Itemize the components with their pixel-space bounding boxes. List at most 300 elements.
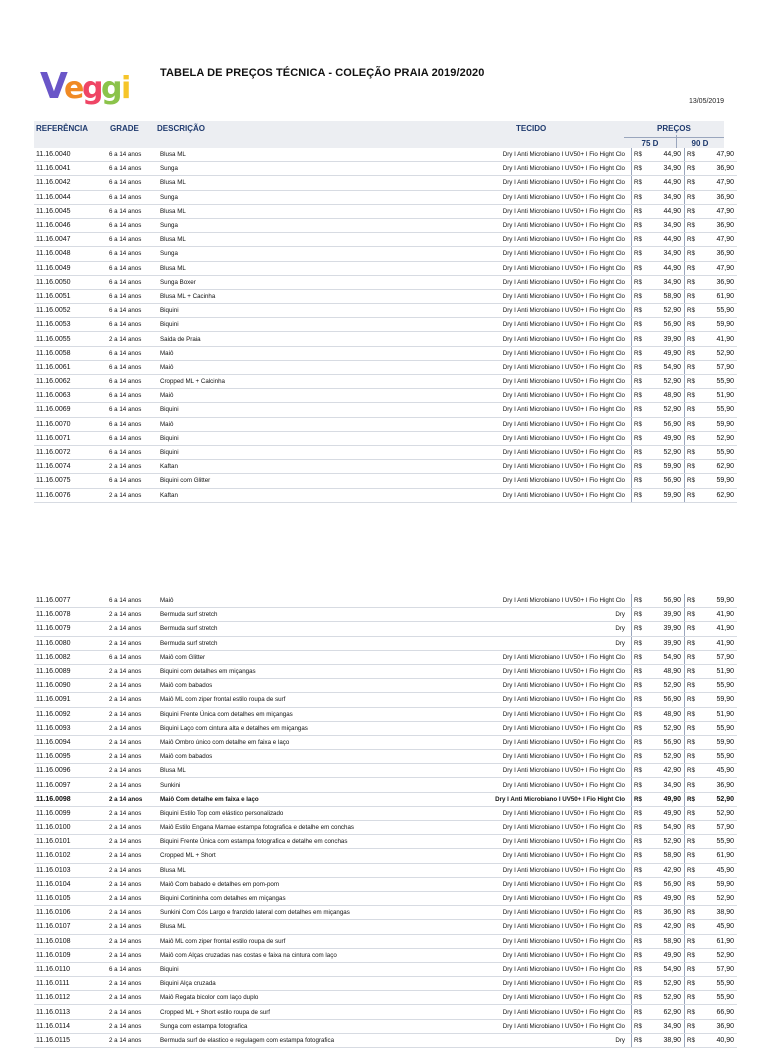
cell-currency-90: R$	[685, 176, 698, 190]
cell-price-90d: 51,90	[697, 389, 737, 403]
cell-referencia: 11.16.0062	[34, 375, 109, 389]
cell-currency-90: R$	[685, 375, 698, 389]
table-row	[34, 977, 737, 991]
table-row	[34, 218, 737, 232]
cell-currency-75: R$	[632, 920, 645, 934]
cell-currency-90: R$	[685, 1019, 698, 1033]
table-row	[34, 962, 737, 976]
cell-price-75d: 54,90	[644, 650, 685, 664]
cell-referencia: 11.16.0102	[34, 849, 109, 863]
cell-grade: 2 a 14 anos	[109, 1005, 160, 1019]
cell-grade: 6 a 14 anos	[109, 261, 160, 275]
cell-descricao: Blusa ML	[160, 176, 445, 190]
cell-tecido: Dry I Anti Microbiano I UV50+ I Fio Hight Clo	[445, 934, 632, 948]
cell-currency-90: R$	[685, 764, 698, 778]
cell-grade: 2 a 14 anos	[109, 991, 160, 1005]
cell-grade: 2 a 14 anos	[109, 835, 160, 849]
table-row	[34, 431, 737, 445]
cell-price-90d: 45,90	[697, 863, 737, 877]
cell-currency-75: R$	[632, 877, 645, 891]
cell-price-75d: 52,90	[644, 721, 685, 735]
cell-currency-75: R$	[632, 693, 645, 707]
cell-grade: 6 a 14 anos	[109, 275, 160, 289]
cell-currency-75: R$	[632, 233, 645, 247]
cell-tecido: Dry I Anti Microbiano I UV50+ I Fio Hight Clo	[445, 233, 632, 247]
cell-grade: 6 a 14 anos	[109, 403, 160, 417]
cell-tecido: Dry I Anti Microbiano I UV50+ I Fio Hight Clo	[445, 906, 632, 920]
cell-descricao: Bermuda surf stretch	[160, 636, 445, 650]
cell-currency-90: R$	[685, 289, 698, 303]
cell-tecido: Dry I Anti Microbiano I UV50+ I Fio Hight Clo	[445, 891, 632, 905]
cell-grade: 6 a 14 anos	[109, 218, 160, 232]
cell-price-90d: 55,90	[697, 977, 737, 991]
cell-currency-90: R$	[685, 389, 698, 403]
cell-price-90d: 55,90	[697, 403, 737, 417]
cell-descricao: Sunga	[160, 218, 445, 232]
cell-currency-90: R$	[685, 721, 698, 735]
cell-tecido: Dry I Anti Microbiano I UV50+ I Fio Hight Clo	[445, 693, 632, 707]
cell-currency-90: R$	[685, 346, 698, 360]
logo-letter-i: i	[121, 71, 132, 106]
cell-tecido: Dry I Anti Microbiano I UV50+ I Fio Hight Clo	[445, 360, 632, 374]
cell-grade: 2 a 14 anos	[109, 934, 160, 948]
cell-price-75d: 56,90	[644, 693, 685, 707]
cell-currency-90: R$	[685, 417, 698, 431]
cell-grade: 2 a 14 anos	[109, 679, 160, 693]
cell-price-90d: 61,90	[697, 289, 737, 303]
cell-referencia: 11.16.0042	[34, 176, 109, 190]
cell-grade: 6 a 14 anos	[109, 247, 160, 261]
cell-currency-90: R$	[685, 332, 698, 346]
cell-currency-90: R$	[685, 806, 698, 820]
cell-grade: 2 a 14 anos	[109, 693, 160, 707]
cell-currency-75: R$	[632, 764, 645, 778]
cell-currency-75: R$	[632, 750, 645, 764]
cell-price-75d: 49,90	[644, 346, 685, 360]
table-row	[34, 275, 737, 289]
cell-currency-75: R$	[632, 608, 645, 622]
cell-tecido: Dry I Anti Microbiano I UV50+ I Fio Hight Clo	[445, 247, 632, 261]
cell-currency-90: R$	[685, 190, 698, 204]
table-row	[34, 289, 737, 303]
table-row	[34, 891, 737, 905]
cell-descricao: Sunkini Com Cós Largo e franzido lateral com detalhes em miçangas	[160, 906, 445, 920]
cell-price-75d: 54,90	[644, 360, 685, 374]
cell-price-90d: 36,90	[697, 162, 737, 176]
cell-currency-75: R$	[632, 148, 645, 162]
cell-tecido: Dry I Anti Microbiano I UV50+ I Fio Hight Clo	[445, 346, 632, 360]
cell-referencia: 11.16.0110	[34, 962, 109, 976]
cell-referencia: 11.16.0041	[34, 162, 109, 176]
cell-currency-90: R$	[685, 488, 698, 502]
cell-price-90d: 57,90	[697, 650, 737, 664]
cell-price-90d: 51,90	[697, 707, 737, 721]
cell-currency-75: R$	[632, 389, 645, 403]
cell-descricao: Kaftan	[160, 488, 445, 502]
cell-currency-90: R$	[685, 778, 698, 792]
cell-descricao: Maiô	[160, 389, 445, 403]
cell-tecido: Dry I Anti Microbiano I UV50+ I Fio Hight Clo	[445, 707, 632, 721]
cell-currency-75: R$	[632, 417, 645, 431]
cell-price-75d: 52,90	[644, 375, 685, 389]
cell-currency-75: R$	[632, 721, 645, 735]
cell-descricao: Sunga	[160, 190, 445, 204]
cell-grade: 2 a 14 anos	[109, 764, 160, 778]
cell-currency-90: R$	[685, 962, 698, 976]
cell-descricao: Sunga com estampa fotografica	[160, 1019, 445, 1033]
table-row	[34, 806, 737, 820]
cell-tecido: Dry I Anti Microbiano I UV50+ I Fio Hight Clo	[445, 650, 632, 664]
cell-descricao: Biquini Frente Única com detalhes em miçangas	[160, 707, 445, 721]
cell-currency-90: R$	[685, 750, 698, 764]
cell-tecido: Dry I Anti Microbiano I UV50+ I Fio Hight Clo	[445, 488, 632, 502]
cell-grade: 2 a 14 anos	[109, 948, 160, 962]
cell-price-75d: 56,90	[644, 594, 685, 608]
cell-grade: 2 a 14 anos	[109, 460, 160, 474]
cell-price-75d: 49,90	[644, 431, 685, 445]
table-row	[34, 792, 737, 806]
cell-currency-75: R$	[632, 594, 645, 608]
table-row	[34, 934, 737, 948]
cell-grade: 6 a 14 anos	[109, 176, 160, 190]
cell-price-75d: 49,90	[644, 891, 685, 905]
cell-referencia: 11.16.0072	[34, 445, 109, 459]
cell-tecido: Dry I Anti Microbiano I UV50+ I Fio Hight Clo	[445, 148, 632, 162]
cell-currency-90: R$	[685, 891, 698, 905]
cell-price-90d: 41,90	[697, 332, 737, 346]
cell-referencia: 11.16.0071	[34, 431, 109, 445]
cell-price-90d: 52,90	[697, 891, 737, 905]
cell-price-75d: 49,90	[644, 792, 685, 806]
cell-tecido: Dry I Anti Microbiano I UV50+ I Fio Hight Clo	[445, 750, 632, 764]
cell-price-75d: 52,90	[644, 835, 685, 849]
cell-price-75d: 59,90	[644, 488, 685, 502]
cell-descricao: Biquini Frente Única com estampa fotografica e detalhe em conchas	[160, 835, 445, 849]
cell-descricao: Biquini	[160, 962, 445, 976]
cell-grade: 6 a 14 anos	[109, 190, 160, 204]
cell-currency-75: R$	[632, 445, 645, 459]
cell-price-75d: 34,90	[644, 275, 685, 289]
cell-price-75d: 59,90	[644, 460, 685, 474]
col-90d: 90 D	[676, 137, 724, 148]
cell-currency-75: R$	[632, 204, 645, 218]
cell-tecido: Dry I Anti Microbiano I UV50+ I Fio Hight Clo	[445, 821, 632, 835]
cell-currency-75: R$	[632, 948, 645, 962]
cell-tecido: Dry I Anti Microbiano I UV50+ I Fio Hight Clo	[445, 977, 632, 991]
cell-price-75d: 56,90	[644, 735, 685, 749]
table-row	[34, 650, 737, 664]
table-row	[34, 445, 737, 459]
cell-referencia: 11.16.0048	[34, 247, 109, 261]
table-row	[34, 991, 737, 1005]
cell-currency-75: R$	[632, 1033, 645, 1047]
cell-currency-75: R$	[632, 403, 645, 417]
cell-grade: 6 a 14 anos	[109, 431, 160, 445]
cell-referencia: 11.16.0103	[34, 863, 109, 877]
cell-referencia: 11.16.0052	[34, 304, 109, 318]
cell-price-75d: 56,90	[644, 877, 685, 891]
cell-referencia: 11.16.0047	[34, 233, 109, 247]
cell-currency-90: R$	[685, 233, 698, 247]
cell-price-75d: 34,90	[644, 778, 685, 792]
cell-currency-75: R$	[632, 650, 645, 664]
cell-descricao: Bermuda surf de elastico e regulagem com estampa fotografica	[160, 1033, 445, 1047]
col-grade: GRADE	[110, 124, 139, 133]
cell-currency-90: R$	[685, 445, 698, 459]
price-table-2	[34, 594, 737, 1048]
cell-price-75d: 58,90	[644, 289, 685, 303]
cell-currency-75: R$	[632, 821, 645, 835]
table-header	[34, 121, 724, 148]
cell-price-90d: 36,90	[697, 247, 737, 261]
cell-price-90d: 59,90	[697, 693, 737, 707]
cell-referencia: 11.16.0050	[34, 275, 109, 289]
cell-tecido: Dry I Anti Microbiano I UV50+ I Fio Hight Clo	[445, 792, 632, 806]
cell-price-75d: 44,90	[644, 148, 685, 162]
cell-price-90d: 36,90	[697, 190, 737, 204]
cell-price-90d: 59,90	[697, 417, 737, 431]
cell-referencia: 11.16.0111	[34, 977, 109, 991]
table-row	[34, 707, 737, 721]
cell-currency-75: R$	[632, 849, 645, 863]
cell-grade: 6 a 14 anos	[109, 162, 160, 176]
cell-currency-75: R$	[632, 218, 645, 232]
col-75d: 75 D	[624, 137, 676, 148]
cell-currency-90: R$	[685, 474, 698, 488]
logo-letter-v: V	[40, 66, 68, 107]
cell-currency-90: R$	[685, 849, 698, 863]
cell-currency-75: R$	[632, 332, 645, 346]
cell-currency-90: R$	[685, 948, 698, 962]
cell-currency-90: R$	[685, 275, 698, 289]
cell-descricao: Kaftan	[160, 460, 445, 474]
cell-referencia: 11.16.0093	[34, 721, 109, 735]
cell-referencia: 11.16.0090	[34, 679, 109, 693]
cell-referencia: 11.16.0051	[34, 289, 109, 303]
cell-price-90d: 55,90	[697, 750, 737, 764]
cell-currency-90: R$	[685, 735, 698, 749]
cell-descricao: Blusa ML	[160, 261, 445, 275]
cell-price-90d: 55,90	[697, 991, 737, 1005]
cell-currency-75: R$	[632, 735, 645, 749]
logo-letter-g1: g	[82, 71, 104, 106]
cell-price-90d: 52,90	[697, 806, 737, 820]
cell-referencia: 11.16.0106	[34, 906, 109, 920]
table-row	[34, 375, 737, 389]
cell-grade: 2 a 14 anos	[109, 821, 160, 835]
cell-currency-90: R$	[685, 148, 698, 162]
cell-price-75d: 52,90	[644, 750, 685, 764]
cell-currency-75: R$	[632, 304, 645, 318]
cell-descricao: Blusa ML	[160, 148, 445, 162]
cell-price-75d: 36,90	[644, 906, 685, 920]
table-row	[34, 148, 737, 162]
cell-currency-90: R$	[685, 1005, 698, 1019]
cell-grade: 2 a 14 anos	[109, 721, 160, 735]
table-row	[34, 636, 737, 650]
cell-grade: 2 a 14 anos	[109, 664, 160, 678]
table-row	[34, 863, 737, 877]
cell-price-90d: 45,90	[697, 764, 737, 778]
cell-tecido: Dry I Anti Microbiano I UV50+ I Fio Hight Clo	[445, 679, 632, 693]
cell-descricao: Blusa ML	[160, 920, 445, 934]
cell-price-90d: 36,90	[697, 778, 737, 792]
cell-tecido: Dry I Anti Microbiano I UV50+ I Fio Hight Clo	[445, 664, 632, 678]
cell-price-75d: 62,90	[644, 1005, 685, 1019]
cell-currency-90: R$	[685, 318, 698, 332]
cell-descricao: Bermuda surf stretch	[160, 608, 445, 622]
cell-tecido: Dry I Anti Microbiano I UV50+ I Fio Hight Clo	[445, 962, 632, 976]
cell-descricao: Blusa ML	[160, 764, 445, 778]
cell-descricao: Maiô Com detalhe em faixa e laço	[160, 792, 445, 806]
cell-tecido: Dry I Anti Microbiano I UV50+ I Fio Hight Clo	[445, 403, 632, 417]
cell-tecido: Dry	[445, 608, 632, 622]
cell-currency-75: R$	[632, 261, 645, 275]
cell-currency-75: R$	[632, 289, 645, 303]
cell-price-90d: 59,90	[697, 594, 737, 608]
cell-tecido: Dry I Anti Microbiano I UV50+ I Fio Hight Clo	[445, 948, 632, 962]
cell-descricao: Blusa ML	[160, 863, 445, 877]
cell-tecido: Dry I Anti Microbiano I UV50+ I Fio Hight Clo	[445, 806, 632, 820]
cell-currency-90: R$	[685, 403, 698, 417]
cell-tecido: Dry I Anti Microbiano I UV50+ I Fio Hight Clo	[445, 735, 632, 749]
cell-referencia: 11.16.0092	[34, 707, 109, 721]
table-row	[34, 849, 737, 863]
cell-grade: 6 a 14 anos	[109, 417, 160, 431]
cell-grade: 6 a 14 anos	[109, 474, 160, 488]
cell-grade: 6 a 14 anos	[109, 389, 160, 403]
cell-referencia: 11.16.0076	[34, 488, 109, 502]
cell-currency-90: R$	[685, 906, 698, 920]
cell-currency-90: R$	[685, 1033, 698, 1047]
cell-descricao: Maiô com babados	[160, 679, 445, 693]
cell-grade: 2 a 14 anos	[109, 977, 160, 991]
cell-currency-90: R$	[685, 594, 698, 608]
cell-price-90d: 36,90	[697, 1019, 737, 1033]
cell-currency-75: R$	[632, 488, 645, 502]
cell-currency-75: R$	[632, 162, 645, 176]
cell-currency-90: R$	[685, 636, 698, 650]
cell-grade: 6 a 14 anos	[109, 318, 160, 332]
cell-currency-75: R$	[632, 962, 645, 976]
cell-grade: 2 a 14 anos	[109, 735, 160, 749]
cell-tecido: Dry I Anti Microbiano I UV50+ I Fio Hight Clo	[445, 275, 632, 289]
cell-referencia: 11.16.0097	[34, 778, 109, 792]
cell-descricao: Maiô ML com ziper frontal estilo roupa de surf	[160, 693, 445, 707]
cell-currency-90: R$	[685, 608, 698, 622]
document-date: 13/05/2019	[688, 98, 724, 105]
cell-price-90d: 41,90	[697, 622, 737, 636]
logo-letter-e: e	[64, 71, 85, 106]
cell-descricao: Biquini Laço com cintura alta e detalhes em miçangas	[160, 721, 445, 735]
cell-price-90d: 57,90	[697, 360, 737, 374]
cell-referencia: 11.16.0108	[34, 934, 109, 948]
cell-currency-90: R$	[685, 162, 698, 176]
cell-price-90d: 47,90	[697, 176, 737, 190]
cell-tecido: Dry	[445, 636, 632, 650]
cell-price-90d: 55,90	[697, 679, 737, 693]
table-row	[34, 389, 737, 403]
cell-descricao: Sunga	[160, 162, 445, 176]
cell-currency-75: R$	[632, 460, 645, 474]
table-row	[34, 488, 737, 502]
cell-price-75d: 44,90	[644, 176, 685, 190]
cell-price-75d: 42,90	[644, 764, 685, 778]
cell-referencia: 11.16.0077	[34, 594, 109, 608]
cell-price-90d: 40,90	[697, 1033, 737, 1047]
cell-currency-90: R$	[685, 821, 698, 835]
table-row	[34, 417, 737, 431]
cell-tecido: Dry I Anti Microbiano I UV50+ I Fio Hight Clo	[445, 835, 632, 849]
cell-price-75d: 52,90	[644, 403, 685, 417]
cell-referencia: 11.16.0114	[34, 1019, 109, 1033]
cell-price-90d: 62,90	[697, 488, 737, 502]
cell-tecido: Dry I Anti Microbiano I UV50+ I Fio Hight Clo	[445, 1019, 632, 1033]
logo-letter-g2: g	[101, 71, 123, 106]
cell-descricao: Maiô com Glitter	[160, 650, 445, 664]
cell-tecido: Dry I Anti Microbiano I UV50+ I Fio Hight Clo	[445, 849, 632, 863]
cell-currency-75: R$	[632, 275, 645, 289]
cell-tecido: Dry I Anti Microbiano I UV50+ I Fio Hight Clo	[445, 1005, 632, 1019]
table-row	[34, 622, 737, 636]
cell-currency-75: R$	[632, 1019, 645, 1033]
cell-currency-90: R$	[685, 693, 698, 707]
cell-currency-90: R$	[685, 920, 698, 934]
cell-descricao: Cropped ML + Short	[160, 849, 445, 863]
cell-price-90d: 51,90	[697, 664, 737, 678]
cell-tecido: Dry	[445, 1033, 632, 1047]
cell-tecido: Dry I Anti Microbiano I UV50+ I Fio Hight Clo	[445, 218, 632, 232]
cell-price-75d: 34,90	[644, 247, 685, 261]
cell-price-75d: 44,90	[644, 261, 685, 275]
cell-descricao: Sunga	[160, 247, 445, 261]
table-row	[34, 721, 737, 735]
cell-price-75d: 58,90	[644, 934, 685, 948]
cell-price-90d: 41,90	[697, 636, 737, 650]
cell-price-75d: 39,90	[644, 622, 685, 636]
cell-tecido: Dry I Anti Microbiano I UV50+ I Fio Hight Clo	[445, 190, 632, 204]
cell-currency-75: R$	[632, 622, 645, 636]
cell-referencia: 11.16.0069	[34, 403, 109, 417]
cell-descricao: Blusa ML + Cacinha	[160, 289, 445, 303]
table-row	[34, 920, 737, 934]
cell-descricao: Saida de Praia	[160, 332, 445, 346]
cell-price-75d: 34,90	[644, 218, 685, 232]
cell-currency-90: R$	[685, 679, 698, 693]
cell-currency-90: R$	[685, 707, 698, 721]
table-row	[34, 906, 737, 920]
cell-referencia: 11.16.0082	[34, 650, 109, 664]
cell-tecido: Dry I Anti Microbiano I UV50+ I Fio Hight Clo	[445, 721, 632, 735]
veggi-logo	[38, 58, 138, 110]
cell-tecido: Dry I Anti Microbiano I UV50+ I Fio Hight Clo	[445, 594, 632, 608]
cell-currency-75: R$	[632, 176, 645, 190]
cell-referencia: 11.16.0049	[34, 261, 109, 275]
cell-price-75d: 34,90	[644, 1019, 685, 1033]
cell-currency-90: R$	[685, 304, 698, 318]
table-row	[34, 764, 737, 778]
cell-referencia: 11.16.0061	[34, 360, 109, 374]
cell-tecido: Dry I Anti Microbiano I UV50+ I Fio Hight Clo	[445, 474, 632, 488]
cell-price-90d: 59,90	[697, 877, 737, 891]
cell-price-90d: 62,90	[697, 460, 737, 474]
cell-grade: 2 a 14 anos	[109, 778, 160, 792]
cell-price-75d: 42,90	[644, 920, 685, 934]
cell-grade: 2 a 14 anos	[109, 750, 160, 764]
page-title: TABELA DE PREÇOS TÉCNICA - COLEÇÃO PRAIA 2019/2020	[160, 67, 485, 79]
cell-price-90d: 38,90	[697, 906, 737, 920]
cell-price-90d: 55,90	[697, 835, 737, 849]
